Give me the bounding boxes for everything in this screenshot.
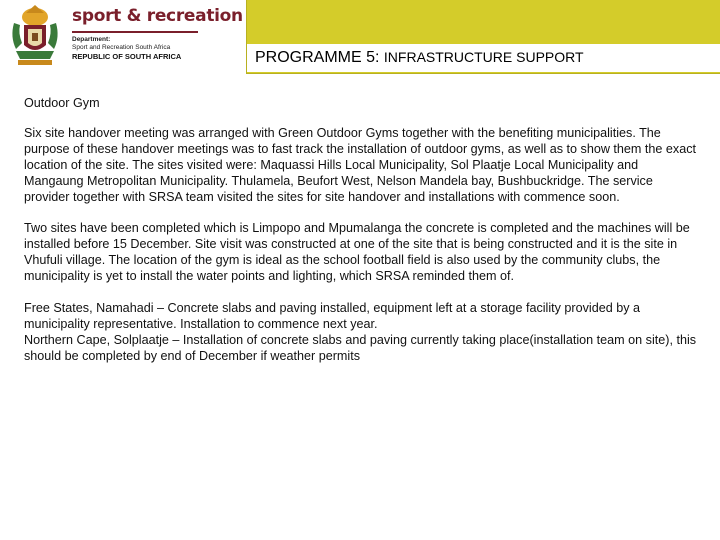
paragraph-text: Free States, Namahadi – Concrete slabs and paving installed, equipment left at a storage facility provided by a municipality representative. Installation to commence next year. — [24, 301, 641, 331]
country-name: REPUBLIC OF SOUTH AFRICA — [72, 52, 182, 61]
main-content — [24, 96, 699, 381]
brand-block — [72, 6, 243, 62]
page-title — [255, 49, 584, 67]
paragraph-text: Two sites have been completed which is Limpopo and Mpumalanga the concrete is completed and the machines will be installed before 15 December. Site visit was constructed at one of the site that is being constructed and it is the site in Vhufuli village. The location of the gym is ideal as the school football field is also used by the community clubs, the municipality is yet to install the water points and lighting, which SRSA reminded them of. — [24, 221, 690, 284]
paragraph-text: Six site handover meeting was arranged with Green Outdoor Gyms together with the benefiting municipalities. The purpose of these handover meetings was to fast track the installation of outdoor gyms, as well as to show them the exact location of the site. The sites visited were: Maquassi Hills Local Municipality, Sol Plaatje Local Municipality and Mangaung Metropolitan Municipality. Thulamela, Beufort West, Nelson Mandela bay, Bushbuckridge. The service provider together with SRSA team visited the sites for site handover and installations with commence soon. — [24, 125, 697, 204]
paragraph-2 — [24, 221, 699, 285]
section-heading: Outdoor Gym — [24, 96, 100, 110]
page-title-rest: INFRASTRUCTURE SUPPORT — [383, 49, 584, 65]
title-panel — [246, 0, 720, 74]
logo-area — [0, 0, 246, 74]
paragraph-3 — [24, 301, 699, 365]
coat-of-arms-icon — [6, 3, 64, 69]
brand-title: sport & recreation — [72, 6, 243, 26]
paragraph-text: Northern Cape, Solplaatje – Installation of concrete slabs and paving currently taking place(installation team on site), this should be completed by end of December if weather permits — [24, 332, 697, 363]
page-title-main: PROGRAMME 5: — [255, 49, 384, 66]
department-name: Sport and Recreation South Africa — [72, 44, 171, 51]
brand-divider — [72, 31, 198, 33]
department-label: Department: — [72, 36, 111, 43]
paragraph-1 — [24, 126, 699, 206]
header-banner — [0, 0, 720, 74]
